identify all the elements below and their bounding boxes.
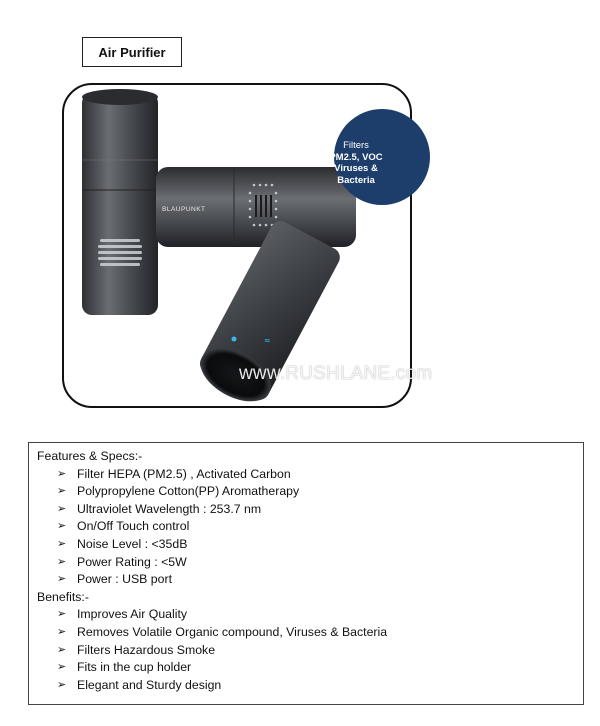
list-item: ➢ Power : USB port [57, 571, 575, 589]
badge-text [318, 140, 394, 186]
upright-purifier [82, 93, 158, 315]
list-item: ➢ Fits in the cup holder [57, 659, 575, 677]
title-box [82, 37, 182, 67]
arrow-bullet-icon: ➢ [57, 537, 67, 550]
arrow-bullet-icon: ➢ [57, 661, 67, 674]
list-item: ➢ On/Off Touch control [57, 518, 575, 536]
badge-line: Bacteria [337, 174, 375, 186]
list-item: ➢ Filter HEPA (PM2.5) , Activated Carbon [57, 466, 575, 484]
list-item: ➢ Improves Air Quality [57, 606, 575, 624]
list-item: ➢ Polypropylene Cotton(PP) Aromatherapy [57, 483, 575, 501]
arrow-bullet-icon: ➢ [57, 467, 67, 480]
arrow-bullet-icon: ➢ [57, 643, 67, 656]
list-item: ➢ Removes Volatile Organic compound, Viruses & Bacteria [57, 624, 575, 642]
arrow-bullet-icon: ➢ [57, 502, 67, 515]
list-item: ➢ Ultraviolet Wavelength : 253.7 nm [57, 501, 575, 519]
list-item: ➢ Filters Hazardous Smoke [57, 642, 575, 660]
list-item: ➢ Noise Level : <35dB [57, 536, 575, 554]
features-box [28, 442, 584, 705]
benefits-list [37, 606, 575, 694]
arrow-bullet-icon: ➢ [57, 625, 67, 638]
page-title: Air Purifier [98, 44, 166, 60]
features-list [37, 466, 575, 589]
badge-line: PM2.5, VOC [329, 151, 383, 163]
arrow-bullet-icon: ➢ [57, 555, 67, 568]
list-item: ➢ Elegant and Sturdy design [57, 677, 575, 695]
brand-logo: BLAUPUNKT [162, 206, 206, 213]
arrow-bullet-icon: ➢ [57, 573, 67, 586]
features-heading: Features & Specs:- [37, 449, 143, 463]
product-image [62, 83, 433, 408]
arrow-bullet-icon: ➢ [57, 485, 67, 498]
arrow-bullet-icon: ➢ [57, 520, 67, 533]
badge-line: Viruses & [334, 163, 378, 174]
badge-line: Filters [343, 140, 369, 151]
arrow-bullet-icon: ➢ [57, 608, 67, 621]
air-purifier-illustration [64, 85, 410, 406]
list-item: ➢ Power Rating : <5W [57, 554, 575, 572]
watermark: www.RUSHLANE.com [239, 363, 433, 384]
arrow-bullet-icon: ➢ [57, 678, 67, 691]
svg-text:≈: ≈ [264, 336, 271, 345]
benefits-heading: Benefits:- [37, 589, 89, 604]
